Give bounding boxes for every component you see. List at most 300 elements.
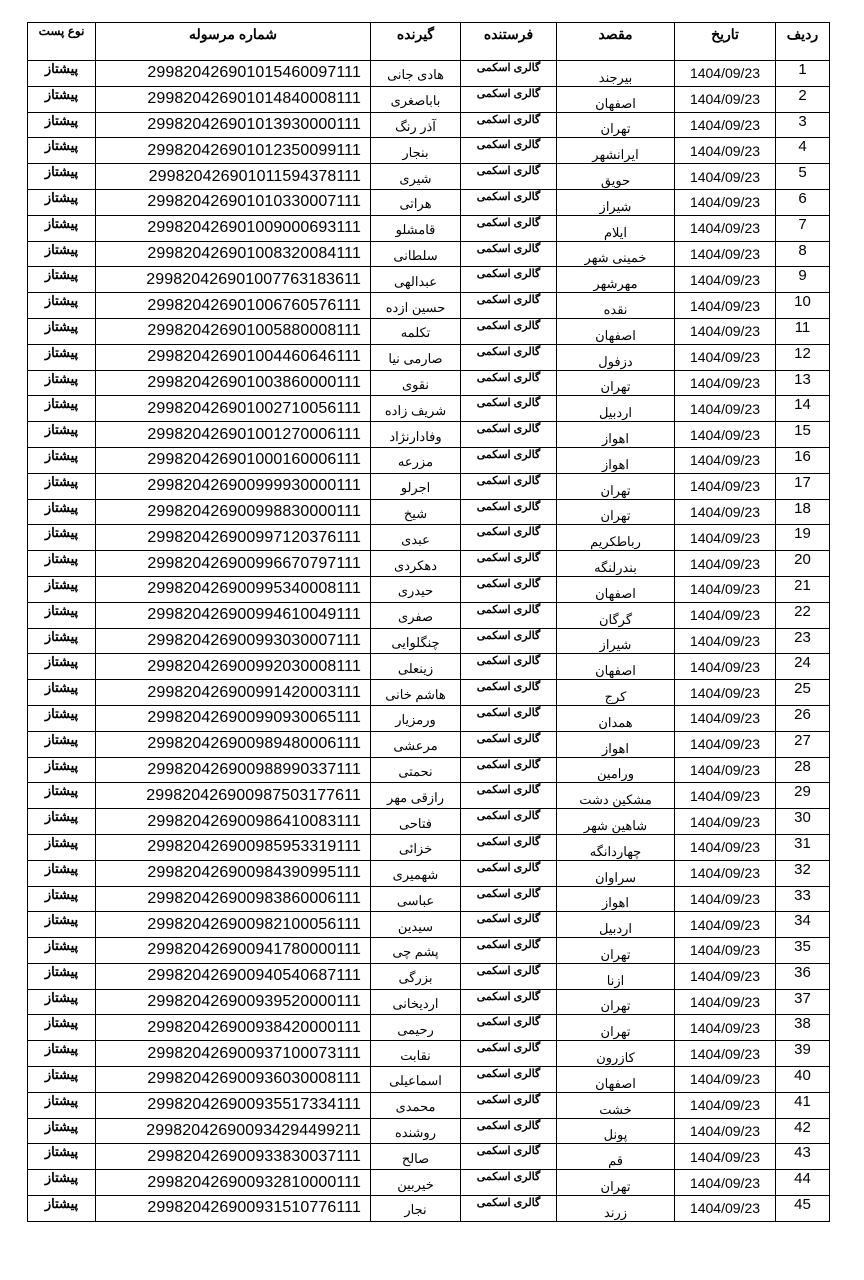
recipient-cell: پشم چی (371, 938, 461, 964)
table-row (28, 602, 830, 628)
post-type-cell: پیشتاز (28, 628, 96, 654)
date-cell: 1404/09/23 (675, 189, 776, 215)
row-number-cell: 17 (776, 473, 830, 499)
tracking-number-cell: 299820426900984390995111 (96, 860, 371, 886)
row-number-cell: 29 (776, 783, 830, 809)
destination-cell: ایرانشهر (557, 138, 675, 164)
recipient-cell: رازقی مهر (371, 783, 461, 809)
destination-cell: حویق (557, 164, 675, 190)
post-type-cell: پیشتاز (28, 963, 96, 989)
destination-cell: بیرجند (557, 61, 675, 87)
row-number-cell: 11 (776, 318, 830, 344)
row-number-cell: 24 (776, 654, 830, 680)
table-row (28, 1041, 830, 1067)
post-type-cell: پیشتاز (28, 267, 96, 293)
tracking-number-cell: 299820426901013930000111 (96, 112, 371, 138)
row-number-cell: 41 (776, 1092, 830, 1118)
destination-cell: مهرشهر (557, 267, 675, 293)
header-post-type: نوع پست (28, 23, 96, 61)
row-number-cell: 6 (776, 189, 830, 215)
destination-cell: ایلام (557, 215, 675, 241)
tracking-number-cell: 299820426901004460646111 (96, 344, 371, 370)
sender-cell: گالری اسکمی (461, 1170, 557, 1196)
tracking-number-cell: 299820426901007763183611 (96, 267, 371, 293)
recipient-cell: زینعلی (371, 654, 461, 680)
recipient-cell: عبدالهی (371, 267, 461, 293)
table-row (28, 422, 830, 448)
date-cell: 1404/09/23 (675, 499, 776, 525)
table-row (28, 1092, 830, 1118)
table-row (28, 1015, 830, 1041)
sender-cell: گالری اسکمی (461, 267, 557, 293)
table-row (28, 1170, 830, 1196)
tracking-number-cell: 299820426900932810000111 (96, 1170, 371, 1196)
post-type-cell: پیشتاز (28, 1118, 96, 1144)
table-row (28, 989, 830, 1015)
recipient-cell: حسین ازده (371, 293, 461, 319)
row-number-cell: 8 (776, 241, 830, 267)
table-row (28, 61, 830, 87)
sender-cell: گالری اسکمی (461, 1118, 557, 1144)
destination-cell: کرج (557, 680, 675, 706)
recipient-cell: دهکردی (371, 551, 461, 577)
sender-cell: گالری اسکمی (461, 1041, 557, 1067)
recipient-cell: ورمزیار (371, 705, 461, 731)
row-number-cell: 31 (776, 834, 830, 860)
tracking-number-cell: 299820426900996670797111 (96, 551, 371, 577)
destination-cell: اصفهان (557, 1067, 675, 1093)
post-type-cell: پیشتاز (28, 138, 96, 164)
post-type-cell: پیشتاز (28, 164, 96, 190)
sender-cell: گالری اسکمی (461, 293, 557, 319)
date-cell: 1404/09/23 (675, 138, 776, 164)
post-type-cell: پیشتاز (28, 680, 96, 706)
sender-cell: گالری اسکمی (461, 809, 557, 835)
date-cell: 1404/09/23 (675, 628, 776, 654)
sender-cell: گالری اسکمی (461, 241, 557, 267)
destination-cell: گرگان (557, 602, 675, 628)
sender-cell: گالری اسکمی (461, 628, 557, 654)
date-cell: 1404/09/23 (675, 344, 776, 370)
tracking-number-cell: 299820426900990930065111 (96, 705, 371, 731)
tracking-number-cell: 299820426900993030007111 (96, 628, 371, 654)
destination-cell: همدان (557, 705, 675, 731)
sender-cell: گالری اسکمی (461, 422, 557, 448)
post-type-cell: پیشتاز (28, 1067, 96, 1093)
tracking-number-cell: 299820426900999930000111 (96, 473, 371, 499)
recipient-cell: صارمی نیا (371, 344, 461, 370)
post-type-cell: پیشتاز (28, 989, 96, 1015)
post-type-cell: پیشتاز (28, 1144, 96, 1170)
row-number-cell: 10 (776, 293, 830, 319)
recipient-cell: صفری (371, 602, 461, 628)
header-row (28, 23, 830, 61)
tracking-number-cell: 299820426900988990337111 (96, 757, 371, 783)
tracking-number-cell: 299820426900998830000111 (96, 499, 371, 525)
post-type-cell: پیشتاز (28, 1092, 96, 1118)
date-cell: 1404/09/23 (675, 370, 776, 396)
post-type-cell: پیشتاز (28, 860, 96, 886)
post-type-cell: پیشتاز (28, 654, 96, 680)
sender-cell: گالری اسکمی (461, 396, 557, 422)
header-row-number: ردیف (776, 23, 830, 61)
tracking-number-cell: 299820426901000160006111 (96, 447, 371, 473)
tracking-number-cell: 299820426900937100073111 (96, 1041, 371, 1067)
tracking-number-cell: 299820426900989480006111 (96, 731, 371, 757)
recipient-cell: اسماعیلی (371, 1067, 461, 1093)
row-number-cell: 1 (776, 61, 830, 87)
post-type-cell: پیشتاز (28, 473, 96, 499)
row-number-cell: 44 (776, 1170, 830, 1196)
row-number-cell: 35 (776, 938, 830, 964)
date-cell: 1404/09/23 (675, 396, 776, 422)
destination-cell: اهواز (557, 886, 675, 912)
date-cell: 1404/09/23 (675, 731, 776, 757)
sender-cell: گالری اسکمی (461, 551, 557, 577)
destination-cell: چهاردانگه (557, 834, 675, 860)
destination-cell: مشکین دشت (557, 783, 675, 809)
recipient-cell: نقابت (371, 1041, 461, 1067)
tracking-number-cell: 299820426901008320084111 (96, 241, 371, 267)
table-row (28, 680, 830, 706)
post-type-cell: پیشتاز (28, 61, 96, 87)
sender-cell: گالری اسکمی (461, 215, 557, 241)
tracking-number-cell: 299820426900936030008111 (96, 1067, 371, 1093)
row-number-cell: 19 (776, 525, 830, 551)
table-row (28, 447, 830, 473)
sender-cell: گالری اسکمی (461, 834, 557, 860)
row-number-cell: 14 (776, 396, 830, 422)
date-cell: 1404/09/23 (675, 1067, 776, 1093)
destination-cell: نقده (557, 293, 675, 319)
table-row (28, 963, 830, 989)
sender-cell: گالری اسکمی (461, 963, 557, 989)
table-row (28, 912, 830, 938)
date-cell: 1404/09/23 (675, 783, 776, 809)
date-cell: 1404/09/23 (675, 215, 776, 241)
post-type-cell: پیشتاز (28, 938, 96, 964)
recipient-cell: رحیمی (371, 1015, 461, 1041)
post-type-cell: پیشتاز (28, 886, 96, 912)
tracking-number-cell: 299820426900982100056111 (96, 912, 371, 938)
tracking-number-cell: 299820426900931510776111 (96, 1196, 371, 1222)
recipient-cell: عباسی (371, 886, 461, 912)
tracking-number-cell: 299820426900933830037111 (96, 1144, 371, 1170)
post-type-cell: پیشتاز (28, 499, 96, 525)
date-cell: 1404/09/23 (675, 241, 776, 267)
recipient-cell: عبدی (371, 525, 461, 551)
sender-cell: گالری اسکمی (461, 938, 557, 964)
recipient-cell: خزائی (371, 834, 461, 860)
destination-cell: شیراز (557, 628, 675, 654)
date-cell: 1404/09/23 (675, 1196, 776, 1222)
post-type-cell: پیشتاز (28, 1041, 96, 1067)
tracking-number-cell: 299820426900941780000111 (96, 938, 371, 964)
table-row (28, 318, 830, 344)
date-cell: 1404/09/23 (675, 912, 776, 938)
tracking-number-cell: 299820426900992030008111 (96, 654, 371, 680)
header-recipient: گیرنده (371, 23, 461, 61)
destination-cell: اردبیل (557, 396, 675, 422)
row-number-cell: 16 (776, 447, 830, 473)
table-row (28, 293, 830, 319)
date-cell: 1404/09/23 (675, 938, 776, 964)
tracking-number-cell: 299820426900938420000111 (96, 1015, 371, 1041)
date-cell: 1404/09/23 (675, 705, 776, 731)
recipient-cell: آذر رنگ (371, 112, 461, 138)
date-cell: 1404/09/23 (675, 422, 776, 448)
recipient-cell: مزرعه (371, 447, 461, 473)
date-cell: 1404/09/23 (675, 757, 776, 783)
recipient-cell: تکلمه (371, 318, 461, 344)
table-row (28, 757, 830, 783)
table-row (28, 783, 830, 809)
destination-cell: اهواز (557, 422, 675, 448)
post-type-cell: پیشتاز (28, 1015, 96, 1041)
tracking-number-cell: 299820426900987503177611 (96, 783, 371, 809)
date-cell: 1404/09/23 (675, 267, 776, 293)
sender-cell: گالری اسکمی (461, 344, 557, 370)
tracking-number-cell: 299820426901009000693111 (96, 215, 371, 241)
sender-cell: گالری اسکمی (461, 654, 557, 680)
row-number-cell: 13 (776, 370, 830, 396)
table-row (28, 834, 830, 860)
recipient-cell: هراتی (371, 189, 461, 215)
post-type-cell: پیشتاز (28, 293, 96, 319)
sender-cell: گالری اسکمی (461, 783, 557, 809)
date-cell: 1404/09/23 (675, 654, 776, 680)
recipient-cell: نجار (371, 1196, 461, 1222)
post-type-cell: پیشتاز (28, 705, 96, 731)
destination-cell: اردبیل (557, 912, 675, 938)
tracking-number-cell: 299820426901011594378111 (96, 164, 371, 190)
row-number-cell: 38 (776, 1015, 830, 1041)
destination-cell: سراوان (557, 860, 675, 886)
table-row (28, 731, 830, 757)
recipient-cell: شریف زاده (371, 396, 461, 422)
row-number-cell: 18 (776, 499, 830, 525)
recipient-cell: نحمتی (371, 757, 461, 783)
sender-cell: گالری اسکمی (461, 138, 557, 164)
tracking-number-cell: 299820426901006760576111 (96, 293, 371, 319)
table-row (28, 809, 830, 835)
row-number-cell: 7 (776, 215, 830, 241)
recipient-cell: سیدین (371, 912, 461, 938)
date-cell: 1404/09/23 (675, 680, 776, 706)
date-cell: 1404/09/23 (675, 86, 776, 112)
tracking-number-cell: 299820426901015460097111 (96, 61, 371, 87)
sender-cell: گالری اسکمی (461, 705, 557, 731)
post-type-cell: پیشتاز (28, 318, 96, 344)
sender-cell: گالری اسکمی (461, 370, 557, 396)
sender-cell: گالری اسکمی (461, 602, 557, 628)
sender-cell: گالری اسکمی (461, 189, 557, 215)
post-type-cell: پیشتاز (28, 241, 96, 267)
row-number-cell: 42 (776, 1118, 830, 1144)
destination-cell: اهواز (557, 447, 675, 473)
row-number-cell: 34 (776, 912, 830, 938)
post-type-cell: پیشتاز (28, 731, 96, 757)
sender-cell: گالری اسکمی (461, 1144, 557, 1170)
tracking-number-cell: 299820426900995340008111 (96, 576, 371, 602)
post-type-cell: پیشتاز (28, 809, 96, 835)
post-type-cell: پیشتاز (28, 215, 96, 241)
table-row (28, 215, 830, 241)
recipient-cell: فتاحی (371, 809, 461, 835)
table-row (28, 189, 830, 215)
sender-cell: گالری اسکمی (461, 757, 557, 783)
table-row (28, 938, 830, 964)
sender-cell: گالری اسکمی (461, 731, 557, 757)
tracking-number-cell: 299820426900935517334111 (96, 1092, 371, 1118)
sender-cell: گالری اسکمی (461, 61, 557, 87)
table-row (28, 654, 830, 680)
date-cell: 1404/09/23 (675, 1015, 776, 1041)
post-type-cell: پیشتاز (28, 783, 96, 809)
table-row (28, 86, 830, 112)
table-row (28, 473, 830, 499)
sender-cell: گالری اسکمی (461, 989, 557, 1015)
post-type-cell: پیشتاز (28, 551, 96, 577)
destination-cell: تهران (557, 1170, 675, 1196)
table-row (28, 241, 830, 267)
row-number-cell: 39 (776, 1041, 830, 1067)
tracking-number-cell: 299820426901012350099111 (96, 138, 371, 164)
table-row (28, 138, 830, 164)
row-number-cell: 20 (776, 551, 830, 577)
destination-cell: تهران (557, 112, 675, 138)
destination-cell: رباطکریم (557, 525, 675, 551)
tracking-number-cell: 299820426901010330007111 (96, 189, 371, 215)
destination-cell: تهران (557, 989, 675, 1015)
row-number-cell: 23 (776, 628, 830, 654)
post-type-cell: پیشتاز (28, 112, 96, 138)
post-type-cell: پیشتاز (28, 344, 96, 370)
table-row (28, 1118, 830, 1144)
table-row (28, 705, 830, 731)
date-cell: 1404/09/23 (675, 834, 776, 860)
tracking-number-cell: 299820426900991420003111 (96, 680, 371, 706)
recipient-cell: مرعشی (371, 731, 461, 757)
recipient-cell: شیخ (371, 499, 461, 525)
date-cell: 1404/09/23 (675, 112, 776, 138)
destination-cell: تهران (557, 499, 675, 525)
sender-cell: گالری اسکمی (461, 525, 557, 551)
table-row (28, 112, 830, 138)
date-cell: 1404/09/23 (675, 1041, 776, 1067)
date-cell: 1404/09/23 (675, 473, 776, 499)
tracking-number-cell: 299820426900934294499211 (96, 1118, 371, 1144)
row-number-cell: 43 (776, 1144, 830, 1170)
post-type-cell: پیشتاز (28, 1170, 96, 1196)
row-number-cell: 36 (776, 963, 830, 989)
recipient-cell: اردیخانی (371, 989, 461, 1015)
row-number-cell: 4 (776, 138, 830, 164)
post-type-cell: پیشتاز (28, 757, 96, 783)
date-cell: 1404/09/23 (675, 318, 776, 344)
date-cell: 1404/09/23 (675, 886, 776, 912)
tracking-number-cell: 299820426900985953319111 (96, 834, 371, 860)
recipient-cell: حیدری (371, 576, 461, 602)
row-number-cell: 15 (776, 422, 830, 448)
sender-cell: گالری اسکمی (461, 499, 557, 525)
row-number-cell: 37 (776, 989, 830, 1015)
sender-cell: گالری اسکمی (461, 1092, 557, 1118)
date-cell: 1404/09/23 (675, 989, 776, 1015)
tracking-number-cell: 299820426901001270006111 (96, 422, 371, 448)
date-cell: 1404/09/23 (675, 860, 776, 886)
sender-cell: گالری اسکمی (461, 680, 557, 706)
row-number-cell: 21 (776, 576, 830, 602)
post-type-cell: پیشتاز (28, 912, 96, 938)
recipient-cell: چنگلوایی (371, 628, 461, 654)
row-number-cell: 33 (776, 886, 830, 912)
row-number-cell: 30 (776, 809, 830, 835)
destination-cell: اصفهان (557, 654, 675, 680)
sender-cell: گالری اسکمی (461, 318, 557, 344)
recipient-cell: خیربین (371, 1170, 461, 1196)
post-type-cell: پیشتاز (28, 86, 96, 112)
date-cell: 1404/09/23 (675, 809, 776, 835)
destination-cell: تهران (557, 938, 675, 964)
destination-cell: تهران (557, 1015, 675, 1041)
row-number-cell: 28 (776, 757, 830, 783)
recipient-cell: محمدی (371, 1092, 461, 1118)
sender-cell: گالری اسکمی (461, 912, 557, 938)
row-number-cell: 2 (776, 86, 830, 112)
date-cell: 1404/09/23 (675, 1144, 776, 1170)
recipient-cell: هادی جانی (371, 61, 461, 87)
table-row (28, 370, 830, 396)
recipient-cell: بنجار (371, 138, 461, 164)
post-type-cell: پیشتاز (28, 525, 96, 551)
row-number-cell: 25 (776, 680, 830, 706)
tracking-number-cell: 299820426900986410083111 (96, 809, 371, 835)
post-type-cell: پیشتاز (28, 447, 96, 473)
tracking-number-cell: 299820426901003860000111 (96, 370, 371, 396)
date-cell: 1404/09/23 (675, 61, 776, 87)
destination-cell: شاهین شهر (557, 809, 675, 835)
row-number-cell: 26 (776, 705, 830, 731)
tracking-number-cell: 299820426901005880008111 (96, 318, 371, 344)
recipient-cell: وفادارنژاد (371, 422, 461, 448)
date-cell: 1404/09/23 (675, 963, 776, 989)
table-row (28, 164, 830, 190)
recipient-cell: شهمیری (371, 860, 461, 886)
destination-cell: اهواز (557, 731, 675, 757)
row-number-cell: 22 (776, 602, 830, 628)
table-body (28, 61, 830, 1222)
recipient-cell: بزرگی (371, 963, 461, 989)
sender-cell: گالری اسکمی (461, 86, 557, 112)
date-cell: 1404/09/23 (675, 551, 776, 577)
row-number-cell: 27 (776, 731, 830, 757)
date-cell: 1404/09/23 (675, 164, 776, 190)
date-cell: 1404/09/23 (675, 1118, 776, 1144)
row-number-cell: 40 (776, 1067, 830, 1093)
recipient-cell: شیری (371, 164, 461, 190)
table-row (28, 628, 830, 654)
sender-cell: گالری اسکمی (461, 860, 557, 886)
table-row (28, 1144, 830, 1170)
date-cell: 1404/09/23 (675, 1092, 776, 1118)
tracking-number-cell: 299820426900983860006111 (96, 886, 371, 912)
header-date: تاریخ (675, 23, 776, 61)
recipient-cell: سلطانی (371, 241, 461, 267)
destination-cell: تهران (557, 473, 675, 499)
destination-cell: ازنا (557, 963, 675, 989)
tracking-number-cell: 299820426900994610049111 (96, 602, 371, 628)
